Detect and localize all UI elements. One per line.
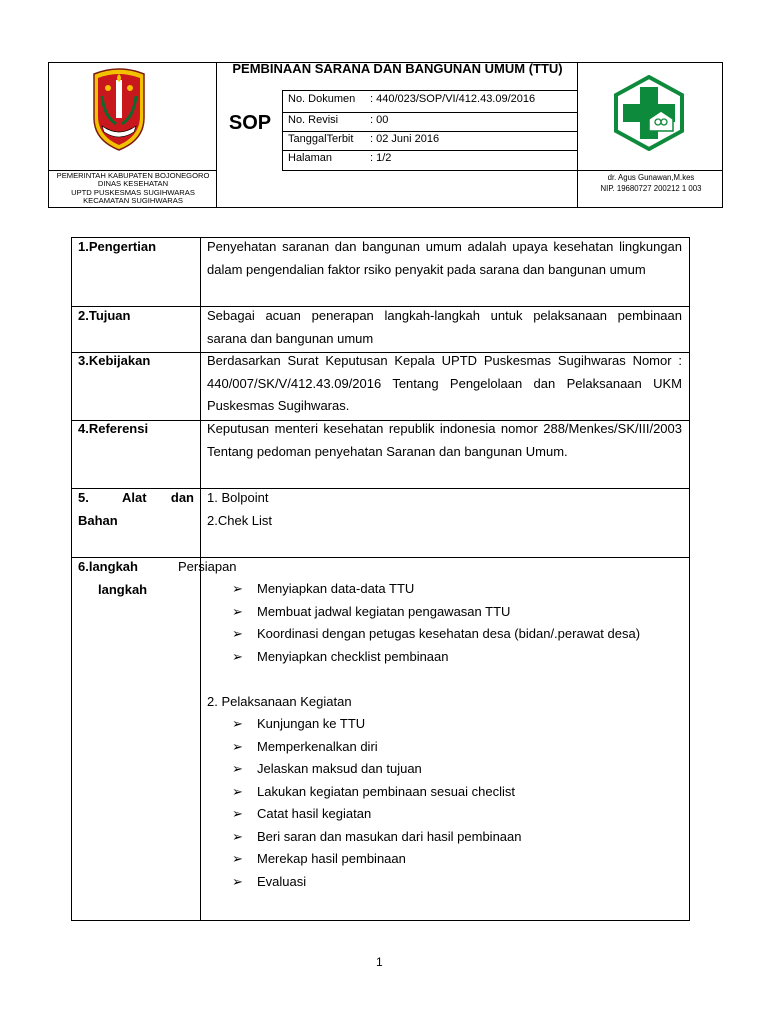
section-heading	[78, 556, 147, 601]
list-item	[207, 736, 683, 759]
meta-label: No. Dokumen	[288, 93, 356, 105]
list-item-text: Membuat jadwal kegiatan pengawasan TTU	[257, 603, 511, 619]
list-item-text: Beri saran dan masukan dari hasil pembinaan	[257, 828, 522, 844]
meta-value: : 02 Juni 2016	[370, 133, 440, 145]
arrow-bullet-icon: ➢	[232, 738, 243, 754]
spacer	[207, 668, 683, 691]
list-item	[207, 781, 683, 804]
header-divider	[282, 90, 283, 170]
heading-line	[78, 487, 194, 510]
list-item-text: Kunjungan ke TTU	[257, 716, 366, 731]
heading-line: langkah	[98, 581, 148, 597]
heading-part	[122, 487, 194, 510]
steps-list	[207, 578, 683, 893]
table-row-divider	[71, 557, 690, 558]
list-item	[207, 826, 683, 849]
list-item	[207, 578, 683, 601]
list-item-text: Evaluasi	[257, 873, 307, 889]
header-divider	[282, 150, 577, 151]
list-item	[207, 758, 683, 781]
meta-issue-date	[288, 133, 439, 145]
meta-value: : 00	[370, 114, 389, 126]
regency-emblem-icon	[88, 66, 150, 152]
heading-word: dan	[170, 490, 194, 505]
section-heading: 1.Pengertian	[78, 239, 157, 254]
list-item	[207, 848, 683, 871]
list-item-text: Merekap hasil pembinaan	[257, 851, 406, 866]
page-number: 1	[376, 955, 383, 969]
meta-value: : 1/2	[370, 152, 392, 164]
header-divider	[282, 131, 577, 132]
arrow-bullet-icon: ➢	[232, 626, 243, 641]
header-divider	[216, 62, 217, 208]
list-item-text: Jelaskan maksud dan tujuan	[257, 761, 422, 776]
list-item-text: Memperkenalkan diri	[257, 738, 378, 754]
org-line: PEMERINTAH KABUPATEN BOJONEGORO	[56, 171, 210, 180]
list-item	[207, 623, 683, 646]
document-title: PEMBINAAN SARANA DAN BANGUNAN UMUM (TTU)	[232, 61, 563, 76]
list-item-text: Catat hasil kegiatan	[257, 806, 372, 821]
tool-item: 2.Chek List	[207, 512, 273, 528]
org-line: KECAMATAN SUGIHWARAS	[83, 196, 183, 206]
arrow-bullet-icon: ➢	[232, 603, 243, 619]
heading-part: 5.	[78, 490, 89, 505]
phase-heading: Persiapan	[178, 559, 237, 574]
section-text: Penyehatan saranan dan bangunan umum adalah upaya kesehatan lingkungan dalam pengendalian faktor rsiko penyakit pada sarana dan bangunan umum	[207, 239, 682, 277]
header-divider	[282, 112, 577, 113]
signatory-name: dr. Agus Gunawan,M.kes	[607, 173, 695, 182]
meta-page	[288, 152, 391, 164]
arrow-bullet-icon: ➢	[232, 851, 243, 866]
section-heading: 3.Kebijakan	[78, 353, 151, 368]
list-item	[207, 601, 683, 624]
section-heading: 2.Tujuan	[78, 308, 131, 323]
arrow-bullet-icon: ➢	[232, 716, 243, 731]
header-divider	[577, 62, 578, 208]
arrow-bullet-icon: ➢	[232, 648, 243, 664]
organization-name	[50, 172, 216, 206]
puskesmas-logo-icon	[611, 75, 687, 151]
signatory	[580, 173, 722, 194]
heading-line: Bahan	[78, 512, 118, 528]
meta-label: TanggalTerbit	[288, 133, 354, 145]
list-item-text: Koordinasi dengan petugas kesehatan desa (bidan/.perawat desa)	[257, 626, 641, 641]
arrow-bullet-icon: ➢	[232, 828, 243, 844]
arrow-bullet-icon: ➢	[232, 581, 243, 596]
section-heading: 4.Referensi	[78, 421, 149, 436]
meta-label: Halaman	[288, 152, 333, 164]
heading-word: Alat	[122, 490, 147, 505]
tool-item: 1. Bolpoint	[207, 490, 269, 505]
tools-list	[207, 487, 682, 532]
arrow-bullet-icon: ➢	[232, 806, 243, 821]
table-column-divider	[200, 237, 201, 921]
list-item	[207, 803, 683, 826]
arrow-bullet-icon: ➢	[232, 873, 243, 889]
header-divider	[282, 170, 577, 171]
phase-heading: 2. Pelaksanaan Kegiatan	[207, 693, 352, 709]
org-line: UPTD PUSKESMAS SUGIHWARAS	[71, 187, 195, 197]
heading-line: 6.langkah	[78, 559, 138, 574]
section-text: Keputusan menteri kesehatan republik indonesia nomor 288/Menkes/SK/III/2003 Tentang pedoman penyehatan Saranan dan bangunan Umum.	[207, 421, 682, 459]
meta-revision	[288, 114, 388, 126]
list-item	[207, 871, 683, 894]
list-item	[207, 713, 683, 736]
arrow-bullet-icon: ➢	[232, 783, 243, 799]
list-item-text: Menyiapkan data-data TTU	[257, 581, 415, 596]
header-divider	[282, 90, 577, 91]
sop-label: SOP	[228, 112, 272, 134]
section-heading	[78, 487, 194, 532]
header-divider	[577, 170, 723, 171]
meta-document-number	[288, 93, 535, 105]
signatory-nip: NIP. 19680727 200212 1 003	[600, 183, 702, 193]
meta-value: : 440/023/SOP/VI/412.43.09/2016	[370, 93, 536, 105]
arrow-bullet-icon: ➢	[232, 761, 243, 776]
section-text: Berdasarkan Surat Keputusan Kepala UPTD Puskesmas Sugihwaras Nomor : 440/007/SK/V/412.43.09/2016 Tentang Pengelolaan dan Pelaksanaan UKM Puskesmas Sugihwaras.	[207, 353, 682, 413]
list-item-text: Menyiapkan checklist pembinaan	[257, 648, 449, 664]
section-text: Sebagai acuan penerapan langkah-langkah untuk pelaksanaan pembinaan sarana dan bangunan umum	[207, 308, 682, 346]
meta-label: No. Revisi	[288, 114, 339, 126]
list-item	[207, 646, 683, 669]
list-item-text: Lakukan kegiatan pembinaan sesuai checlist	[257, 783, 516, 799]
org-line: DINAS KESEHATAN	[97, 179, 169, 189]
